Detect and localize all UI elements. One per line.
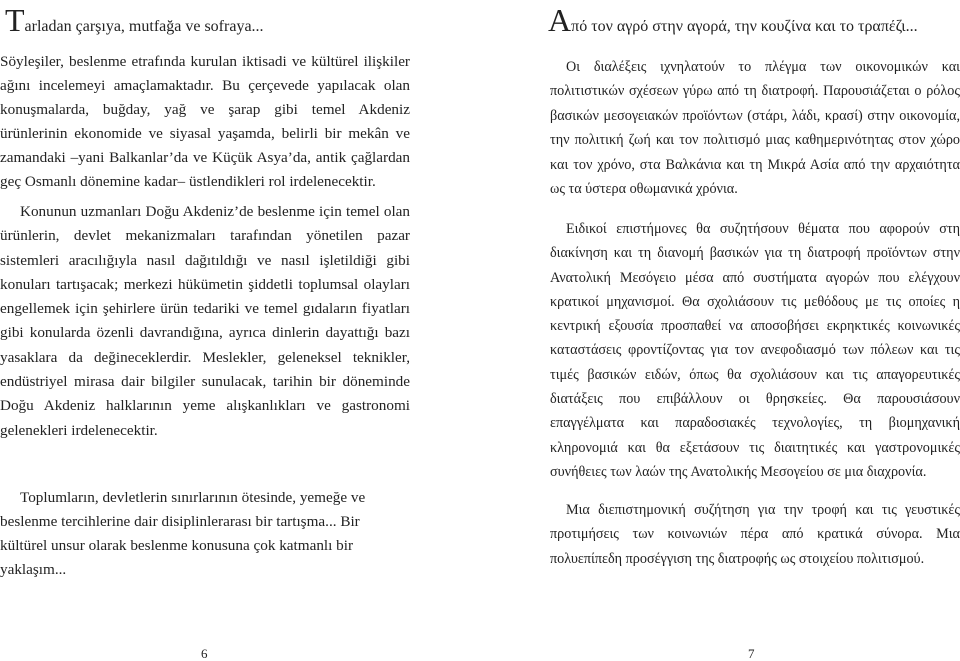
left-paragraph-2: Konunun uzmanları Doğu Akdeniz’de beslenme için temel olan ürünlerin, devlet mekanizmaları tarafından yönetilen pazar sistemleri aracılığıyla nasıl dağıtıldığı ve nasıl işletildiği gibi konuları tartışacak; merkezi hükümetin şiddetli toplumsal olayları engellemek için şehirlere ürün tedariki ve temel gıdaların fiyatları gibi konularda özenli davrandığına, ayrıca dinlerin dayattığı bazı yasaklara da değineceklerdir. Meslekler, geleneksel teknikler, endüstriyel mirasa dair bilgiler sunulacak, tarihin bir döneminde Doğu Akdeniz halklarının yeme alışkanlıkları ve gastronomi gelenekleri irdelenecektir. xyxy=(0,203,410,439)
right-heading-initial: Α xyxy=(548,2,572,38)
left-page-number: 6 xyxy=(201,646,208,661)
right-page-number: 7 xyxy=(748,646,755,661)
left-paragraph-1: Söyleşiler, beslenme etrafında kurulan iktisadi ve kültürel ilişkiler ağını incelemeyi amaçlamaktadır. Bu çerçevede yapılacak olan konuşmalarda, buğday, yağ ve şarap gibi temel Akdeniz ürünlerinin ekonomide ve siyasal yaşamda, belirli bir mekân ve zamandaki –yani Balkanlar’da ve Küçük Asya’da, antik çağlardan geç Osmanlı dönemine kadar– üstlendikleri rol irdelenecektir. xyxy=(0,53,410,190)
left-heading-text: arladan çarşıya, mutfağa ve sofraya... xyxy=(24,18,264,35)
right-page-heading xyxy=(548,4,918,36)
left-page-turkish xyxy=(0,0,480,660)
left-paragraph-3: Toplumların, devletlerin sınırlarının ötesinde, yemeğe ve beslenme tercihlerine dair disiplinlerarası bir tartışma... Bir kültürel unsur olarak beslenme konusuna çok katmanlı bir yaklaşım... xyxy=(0,489,366,578)
left-heading-initial: T xyxy=(5,2,25,38)
left-page-heading xyxy=(5,4,264,36)
right-paragraph-1: Οι διαλέξεις ιχνηλατούν το πλέγμα των οικονομικών και πολιτιστικών σχέσεων γύρω από τη διατροφή. Παρουσιάζεται ο ρόλος βασικών μεσογειακών προϊόντων (στάρι, λάδι, κρασί) στην οικονομία, την πολιτική ζωή και τον πολιτισμό μιας καθημερινότητας στον χώρο και τον χρόνο, στα Βαλκάνια και τη Μικρά Ασία από την αρχαιότητα ως τα ύστερα οθωμανικά χρόνια. xyxy=(550,59,960,198)
right-paragraph-2: Ειδικοί επιστήμονες θα συζητήσουν θέματα που αφορούν στη διακίνηση και τη διανομή βασικών για τη διατροφή προϊόντων στην Ανατολική Μεσόγειο μέσα από συστήματα αγορών που ελέγχουν κρατικοί μηχανισμοί. Θα σχολιάσουν τις μεθόδους με τις οποίες η κεντρική εξουσία προσπαθεί να αποσοβήσει εκρηκτικές κοινωνικές καταστάσεις φροντίζοντας για τον ανεφοδιασμό των πόλεων και τις τιμές βασικών ειδών, όπως θα σχολιάσουν και τις απαγορευτικές διατάξεις που επιβάλλουν οι θρησκείες. Θα παρουσιάσουν επαγγέλματα και παραδοσιακές τεχνολογίες, τη βιομηχανική κληρονομιά και θα εξετάσουν τις διαιτητικές και γαστρονομικές συνήθειες των λαών της Ανατολικής Μεσογείου σε μια διαχρονία. xyxy=(550,221,960,480)
right-heading-text: πό τον αγρό στην αγορά, την κουζίνα και το τραπέζι... xyxy=(571,18,918,35)
right-paragraph-3: Μια διεπιστημονική συζήτηση για την τροφή και τις γευστικές προτιμήσεις των κοινωνιών πέρα από κρατικά σύνορα. Μια πολυεπίπεδη προσέγγιση της διατροφής ως στοιχείου πολιτισμού. xyxy=(550,502,960,567)
right-page-greek xyxy=(480,0,960,660)
